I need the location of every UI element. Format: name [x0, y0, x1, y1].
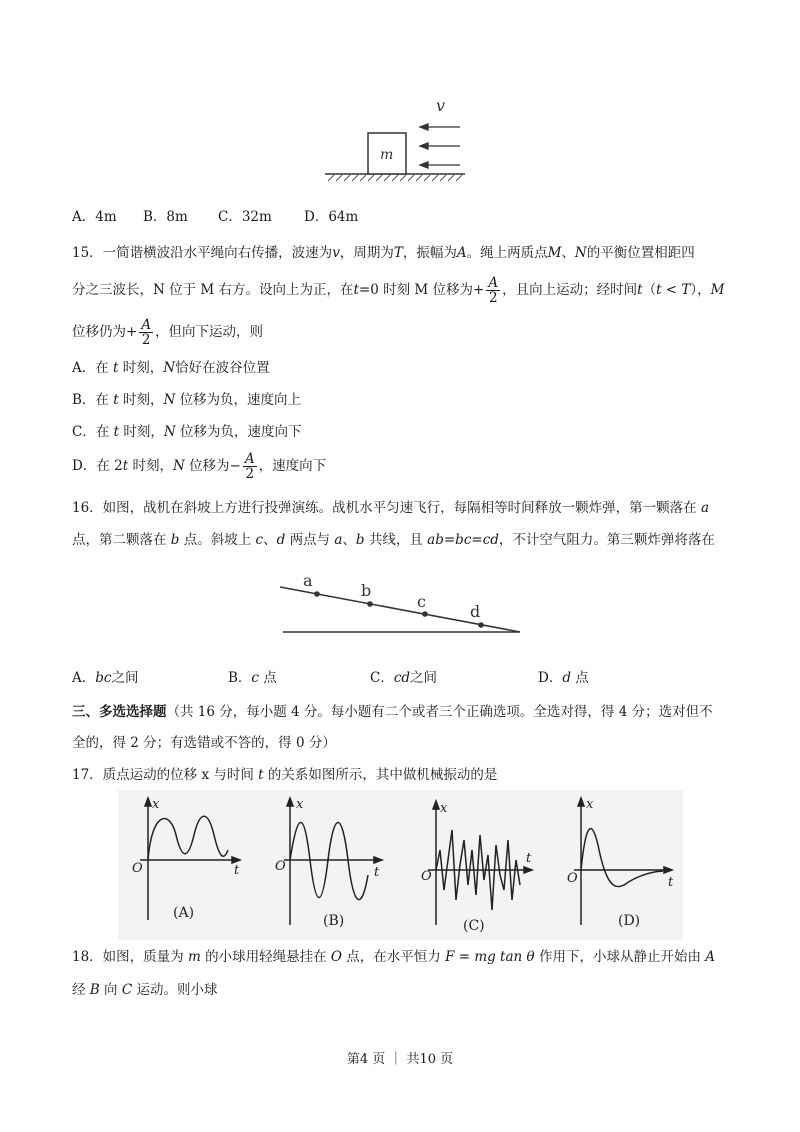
- svg-text:t: t: [668, 875, 674, 890]
- mass-label: m: [380, 147, 394, 163]
- section-3-title: 三、多选选择题: [72, 704, 167, 720]
- svg-text:O: O: [275, 859, 286, 874]
- q15-option-c: C．在 t 时刻，N 位移为负，速度向下: [72, 424, 302, 440]
- graph-a-label: (A): [173, 905, 195, 921]
- svg-text:O: O: [421, 869, 432, 884]
- q16-option-b: B．c 点: [228, 670, 277, 686]
- svg-text:t: t: [374, 865, 380, 880]
- svg-text:x: x: [586, 797, 594, 812]
- svg-text:x: x: [440, 801, 448, 816]
- svg-text:x: x: [152, 797, 160, 812]
- graph-d-label: (D): [618, 913, 641, 929]
- q14-option-d: D．64m: [304, 209, 359, 225]
- label-d: d: [470, 602, 481, 621]
- q15-line-1: 15．一简谐横波沿水平绳向右传播，波速为v，周期为T，振幅为A。绳上两质点M、N的平衡位置相距四: [72, 245, 695, 261]
- page-footer: 第4 页 ｜ 共10 页: [346, 1052, 454, 1067]
- svg-text:x: x: [296, 797, 304, 812]
- point-b: [367, 601, 373, 607]
- q14-option-b: B．8m: [143, 209, 188, 225]
- slope-figure: [275, 572, 535, 642]
- point-d: [478, 622, 484, 628]
- svg-text:t: t: [234, 863, 240, 878]
- q15-option-b: B．在 t 时刻，N 位移为负，速度向上: [72, 392, 302, 408]
- section-3-header: 三、多选选择题（共 16 分，每小题 4 分。每小题有二个或者三个正确选项。全选对得，得 4 分；选对但不: [72, 704, 713, 720]
- fraction-a-over-2: $\frac{A}{2}$: [488, 275, 499, 306]
- svg-text:t: t: [526, 851, 532, 866]
- q15-line-2: 分之三波长，N 位于 M 右方。设向上为正，在t=0 时刻 M 位移为+ $\frac{A}{2}$ ，且向上运动；经时间t（t < T），M: [72, 275, 725, 306]
- svg-text:O: O: [132, 861, 143, 876]
- q15-option-a: A．在 t 时刻，N恰好在波谷位置: [72, 360, 270, 376]
- point-a: [314, 591, 320, 597]
- label-b: b: [361, 581, 372, 600]
- point-c: [422, 611, 428, 617]
- label-c: c: [417, 592, 426, 611]
- q15-option-d: D．在 2t 时刻，N 位移为− $\frac{A}{2}$ ，速度向下: [72, 451, 327, 482]
- q14-option-c: C．32m: [218, 209, 272, 225]
- block-on-ground-figure: [320, 95, 470, 185]
- q17-graphs: [118, 790, 683, 940]
- svg-text:O: O: [567, 871, 578, 886]
- q16-option-d: D．d 点: [538, 670, 589, 686]
- graph-b-label: (B): [323, 913, 345, 929]
- velocity-label: v: [436, 96, 446, 115]
- q18-line-2: 经 B 向 C 运动。则小球: [72, 982, 218, 998]
- q16-line-1: 16．如图，战机在斜坡上方进行投弹演练。战机水平匀速飞行，每隔相等时间释放一颗炸弹，第一颗落在 a: [72, 500, 710, 516]
- q16-option-a: A．bc之间: [72, 670, 139, 686]
- q16-option-c: C．cd之间: [370, 670, 438, 686]
- section-3-desc-2: 全的，得 2 分；有选错或不答的，得 0 分）: [72, 735, 336, 751]
- q18-line-1: 18．如图，质量为 m 的小球用轻绳悬挂在 O 点，在水平恒力 F = mg tan θ 作用下，小球从静止开始由 A: [72, 949, 715, 965]
- label-a: a: [303, 572, 313, 590]
- q16-line-2: 点，第二颗落在 b 点。斜坡上 c、d 两点与 a、b 共线，且 ab=bc=cd，不计空气阻力。第三颗炸弹将落在: [72, 532, 715, 548]
- graph-c-label: (C): [463, 918, 485, 934]
- q14-option-a: A．4m: [72, 209, 117, 225]
- q17-stem: 17．质点运动的位移 x 与时间 t 的关系如图所示，其中做机械振动的是: [72, 767, 498, 783]
- q15-line-3: 位移仍为+ $\frac{A}{2}$ ，但向下运动，则: [72, 317, 264, 348]
